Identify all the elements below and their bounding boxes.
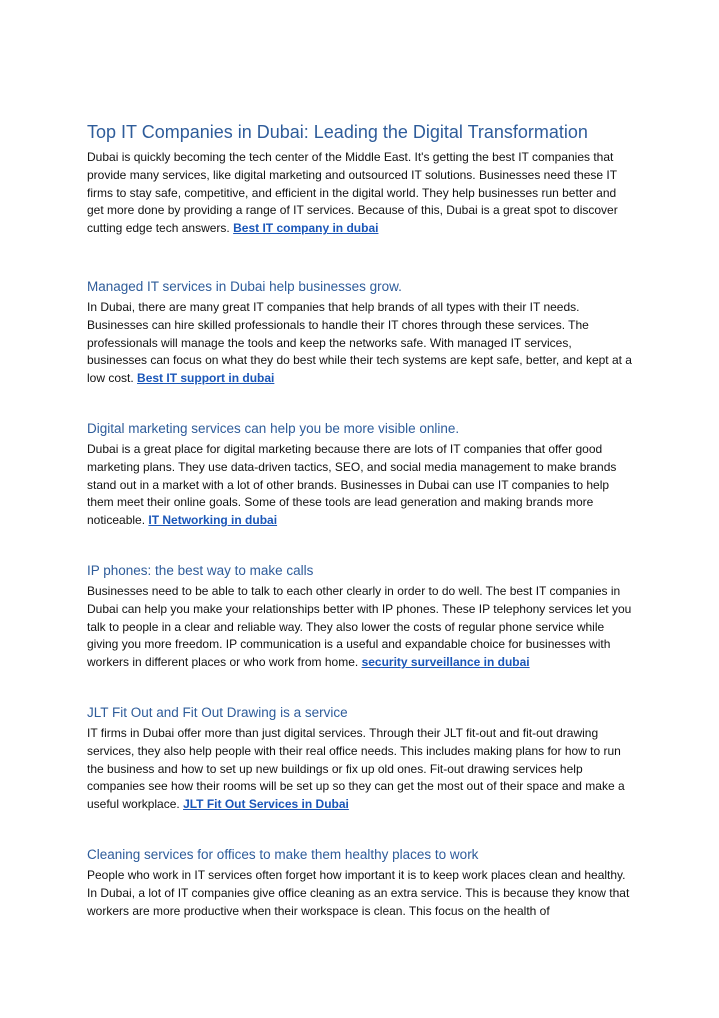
section-top-it-companies <box>87 120 635 238</box>
paragraph-text: Dubai is a great place for digital marketing because there are lots of IT companies that offer good marketing plans. They use data-driven tactics, SEO, and social media management to make brands stand out in a market with a lot of other brands. Businesses in Dubai can use IT companies to help them meet their online goals. Some of these tools are lead generation and making brands more noticeable. <box>87 441 617 528</box>
section-paragraph <box>87 725 635 814</box>
section-paragraph <box>87 583 635 672</box>
it-networking-link[interactable]: IT Networking in dubai <box>148 513 278 528</box>
section-paragraph <box>87 299 635 388</box>
section-paragraph <box>87 441 635 530</box>
section-digital-marketing <box>87 420 635 530</box>
section-paragraph <box>87 149 635 238</box>
section-jlt-fit-out <box>87 704 635 814</box>
section-heading: Top IT Companies in Dubai: Leading the Digital Transformation <box>87 122 588 142</box>
best-it-support-link[interactable]: Best IT support in dubai <box>137 371 275 386</box>
jlt-fit-out-link[interactable]: JLT Fit Out Services in Dubai <box>183 797 349 812</box>
section-managed-it <box>87 278 635 388</box>
section-heading: Cleaning services for offices to make them healthy places to work <box>87 846 479 862</box>
best-it-company-link[interactable]: Best IT company in dubai <box>233 221 379 236</box>
document-page <box>87 120 635 952</box>
paragraph-text: Businesses need to be able to talk to each other clearly in order to do well. The best IT companies in Dubai can help you make your relationships better with IP phones. These IP telephony services let you talk to people in a clear and reliable way. They also lower the costs of regular phone service while giving you more freedom. IP communication is a useful and expandable choice for businesses with workers in different places or who work from home. <box>87 583 632 670</box>
paragraph-text: Dubai is quickly becoming the tech center of the Middle East. It's getting the best IT companies that provide many services, like digital marketing and outsourced IT solutions. Businesses need these IT firms to stay safe, competitive, and efficient in the digital world. They help businesses run better and get more done by providing a range of IT services. Because of this, Dubai is a great spot to discover cutting edge tech answers. <box>87 150 618 236</box>
section-heading: JLT Fit Out and Fit Out Drawing is a service <box>87 704 348 720</box>
section-office-cleaning <box>87 846 635 920</box>
section-heading: Managed IT services in Dubai help businesses grow. <box>87 278 402 294</box>
section-heading: Digital marketing services can help you be more visible online. <box>87 420 460 436</box>
security-surveillance-link[interactable]: security surveillance in dubai <box>361 655 530 670</box>
paragraph-text: People who work in IT services often forget how important it is to keep work places clean and healthy. In Dubai, a lot of IT companies give office cleaning as an extra service. This is because they know that workers are more productive when their workspace is clean. This focus on the health of <box>87 867 630 918</box>
paragraph-text: IT firms in Dubai offer more than just digital services. Through their JLT fit-out and fit-out drawing services, they also help people with their real office needs. This includes making plans for how to run the business and how to set up new buildings or fix up old ones. Fit-out drawing services help companies see how their rooms will be set up so they can get the most out of their space and make a useful workplace. <box>87 725 625 812</box>
paragraph-text: In Dubai, there are many great IT companies that help brands of all types with their IT needs. Businesses can hire skilled professionals to handle their IT chores through these services. The professionals will manage the tools and keep the networks safe. With managed IT services, businesses can focus on what they do best while their tech systems are kept safe, better, and kept at a low cost. <box>87 299 632 386</box>
section-heading: IP phones: the best way to make calls <box>87 562 314 578</box>
section-paragraph <box>87 867 635 920</box>
section-ip-phones <box>87 562 635 672</box>
